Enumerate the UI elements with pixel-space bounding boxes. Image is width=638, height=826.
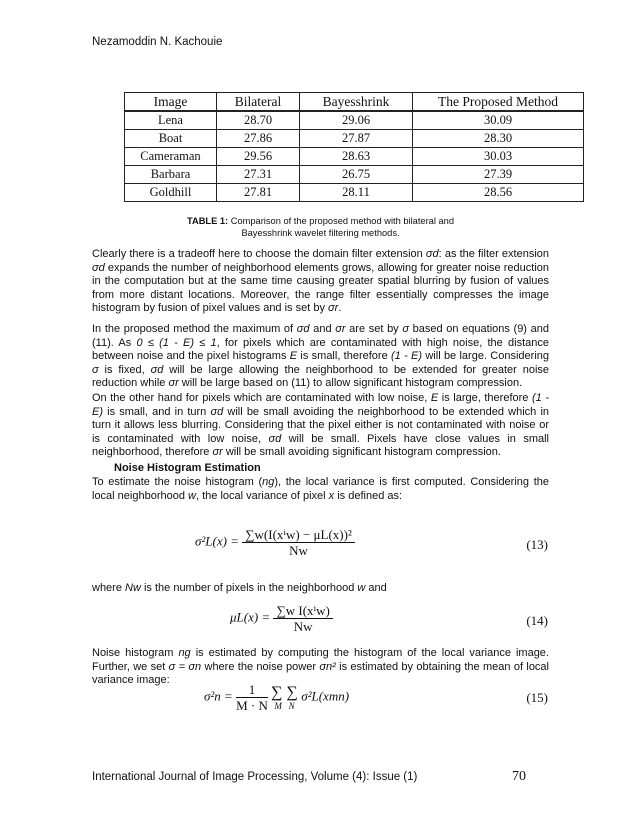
table-cell: 29.56	[217, 148, 300, 166]
equation-13	[195, 527, 548, 558]
table-cell: 30.09	[413, 111, 584, 130]
eq15-number: (15)	[526, 690, 548, 705]
table-cell: 28.70	[217, 111, 300, 130]
table-cell: Barbara	[125, 166, 217, 184]
comparison-table	[124, 92, 584, 202]
table-caption	[92, 215, 549, 239]
paragraph-low-noise: On the other hand for pixels which are contaminated with low noise, E is large, therefore (1 - E) is small, and in turn σd will be small avoiding the neighborhood to be extended which in turn it allows less blurring. Considering that the pixel either is not contaminated with noise or is contaminated with low noise, σd will be small. Pixels have close values in small neighborhood, therefore σr will be small avoiding significant histogram compression.	[92, 392, 550, 459]
eq13-fraction: $\frac{\text{∑w(I(xⁱw) − μL(x))²}}{Nw}$	[242, 527, 355, 558]
col-header-image: Image	[125, 93, 217, 112]
table-cell: 28.30	[413, 130, 584, 148]
paragraph-noise-power: Noise histogram ng is estimated by computing the histogram of the local variance image. Further, we set σ = σn where the noise power σn² is estimated by obtaining the mean of local variance image:	[92, 647, 549, 687]
table-cell: 28.63	[300, 148, 413, 166]
table-cell: 27.81	[217, 184, 300, 202]
eq15-fraction: $\frac{1}{M \cdot N}$	[236, 682, 268, 713]
eq15-lhs: σ²n =	[204, 688, 233, 704]
equation-14	[230, 603, 548, 634]
table-cell: 26.75	[300, 166, 413, 184]
page-number: 70	[512, 769, 526, 784]
table-cell: Cameraman	[125, 148, 217, 166]
table-cell: 30.03	[413, 148, 584, 166]
eq14-fraction: $\frac{\text{∑w I(xⁱw)}}{Nw}$	[273, 603, 332, 634]
table-cell: 27.87	[300, 130, 413, 148]
col-header-bayesshrink: Bayesshrink	[300, 93, 413, 112]
caption-text-line2: Bayesshrink wavelet filtering methods.	[241, 228, 400, 238]
paragraph-noise-histogram: To estimate the noise histogram (ng), the local variance is first computed. Considering the local neighborhood w, the local variance of pixel x is defined as:	[92, 476, 549, 502]
eq13-number: (13)	[526, 537, 548, 552]
paragraph-proposed-method: In the proposed method the maximum of σd and σr are set by σ based on equations (9) and (11). As 0 ≤ (1 - E) ≤ 1, for pixels which are contaminated with high noise, the distance between noise and the pixel histograms E is small, therefore (1 - E) will be large. Considering σ is fixed, σd will be large allowing the neighborhood to be extended for greater noise reduction while σr will be large based on (11) to allow significant histogram compression.	[92, 323, 550, 390]
col-header-bilateral: Bilateral	[217, 93, 300, 112]
eq13-lhs: σ²L(x) =	[195, 533, 239, 549]
table-cell: Boat	[125, 130, 217, 148]
table-row	[125, 111, 584, 130]
table-row	[125, 130, 584, 148]
table-cell: 29.06	[300, 111, 413, 130]
table-cell: Lena	[125, 111, 217, 130]
paragraph-where-nw: where Nw is the number of pixels in the neighborhood w and	[92, 582, 387, 594]
footer-journal: International Journal of Image Processing, Volume (4): Issue (1)	[92, 771, 418, 783]
eq14-lhs: μL(x) =	[230, 609, 271, 625]
table-header-row	[125, 93, 584, 112]
table-row	[125, 166, 584, 184]
paragraph-tradeoff: Clearly there is a tradeoff here to choose the domain filter extension σd: as the filter extension σd expands the number of neighborhood elements grows, allowing for greater noise reduction in the computation but at the same time causing greater spatial blurring by fusion of values from more distant locations. Moreover, the range filter essentially compresses the image histogram by fusion of pixel values and is set by σr.	[92, 248, 549, 315]
table-row	[125, 148, 584, 166]
table-cell: 28.11	[300, 184, 413, 202]
eq14-number: (14)	[526, 613, 548, 628]
table-cell: Goldhill	[125, 184, 217, 202]
col-header-proposed: The Proposed Method	[413, 93, 584, 112]
table-cell: 27.86	[217, 130, 300, 148]
table-cell: 27.31	[217, 166, 300, 184]
section-subheading: Noise Histogram Estimation	[114, 462, 261, 474]
table-row	[125, 184, 584, 202]
table-cell: 28.56	[413, 184, 584, 202]
caption-label: TABLE 1:	[187, 216, 229, 226]
author-header: Nezamoddin N. Kachouie	[92, 36, 223, 48]
eq15-rhs: σ²L(xmn)	[301, 688, 350, 704]
caption-text-line1: Comparison of the proposed method with bilateral and	[228, 216, 454, 226]
table-cell: 27.39	[413, 166, 584, 184]
comparison-table-container	[124, 92, 584, 202]
eq15-double-sum: ∑ ∑ M N	[271, 684, 298, 711]
equation-15	[204, 682, 548, 713]
